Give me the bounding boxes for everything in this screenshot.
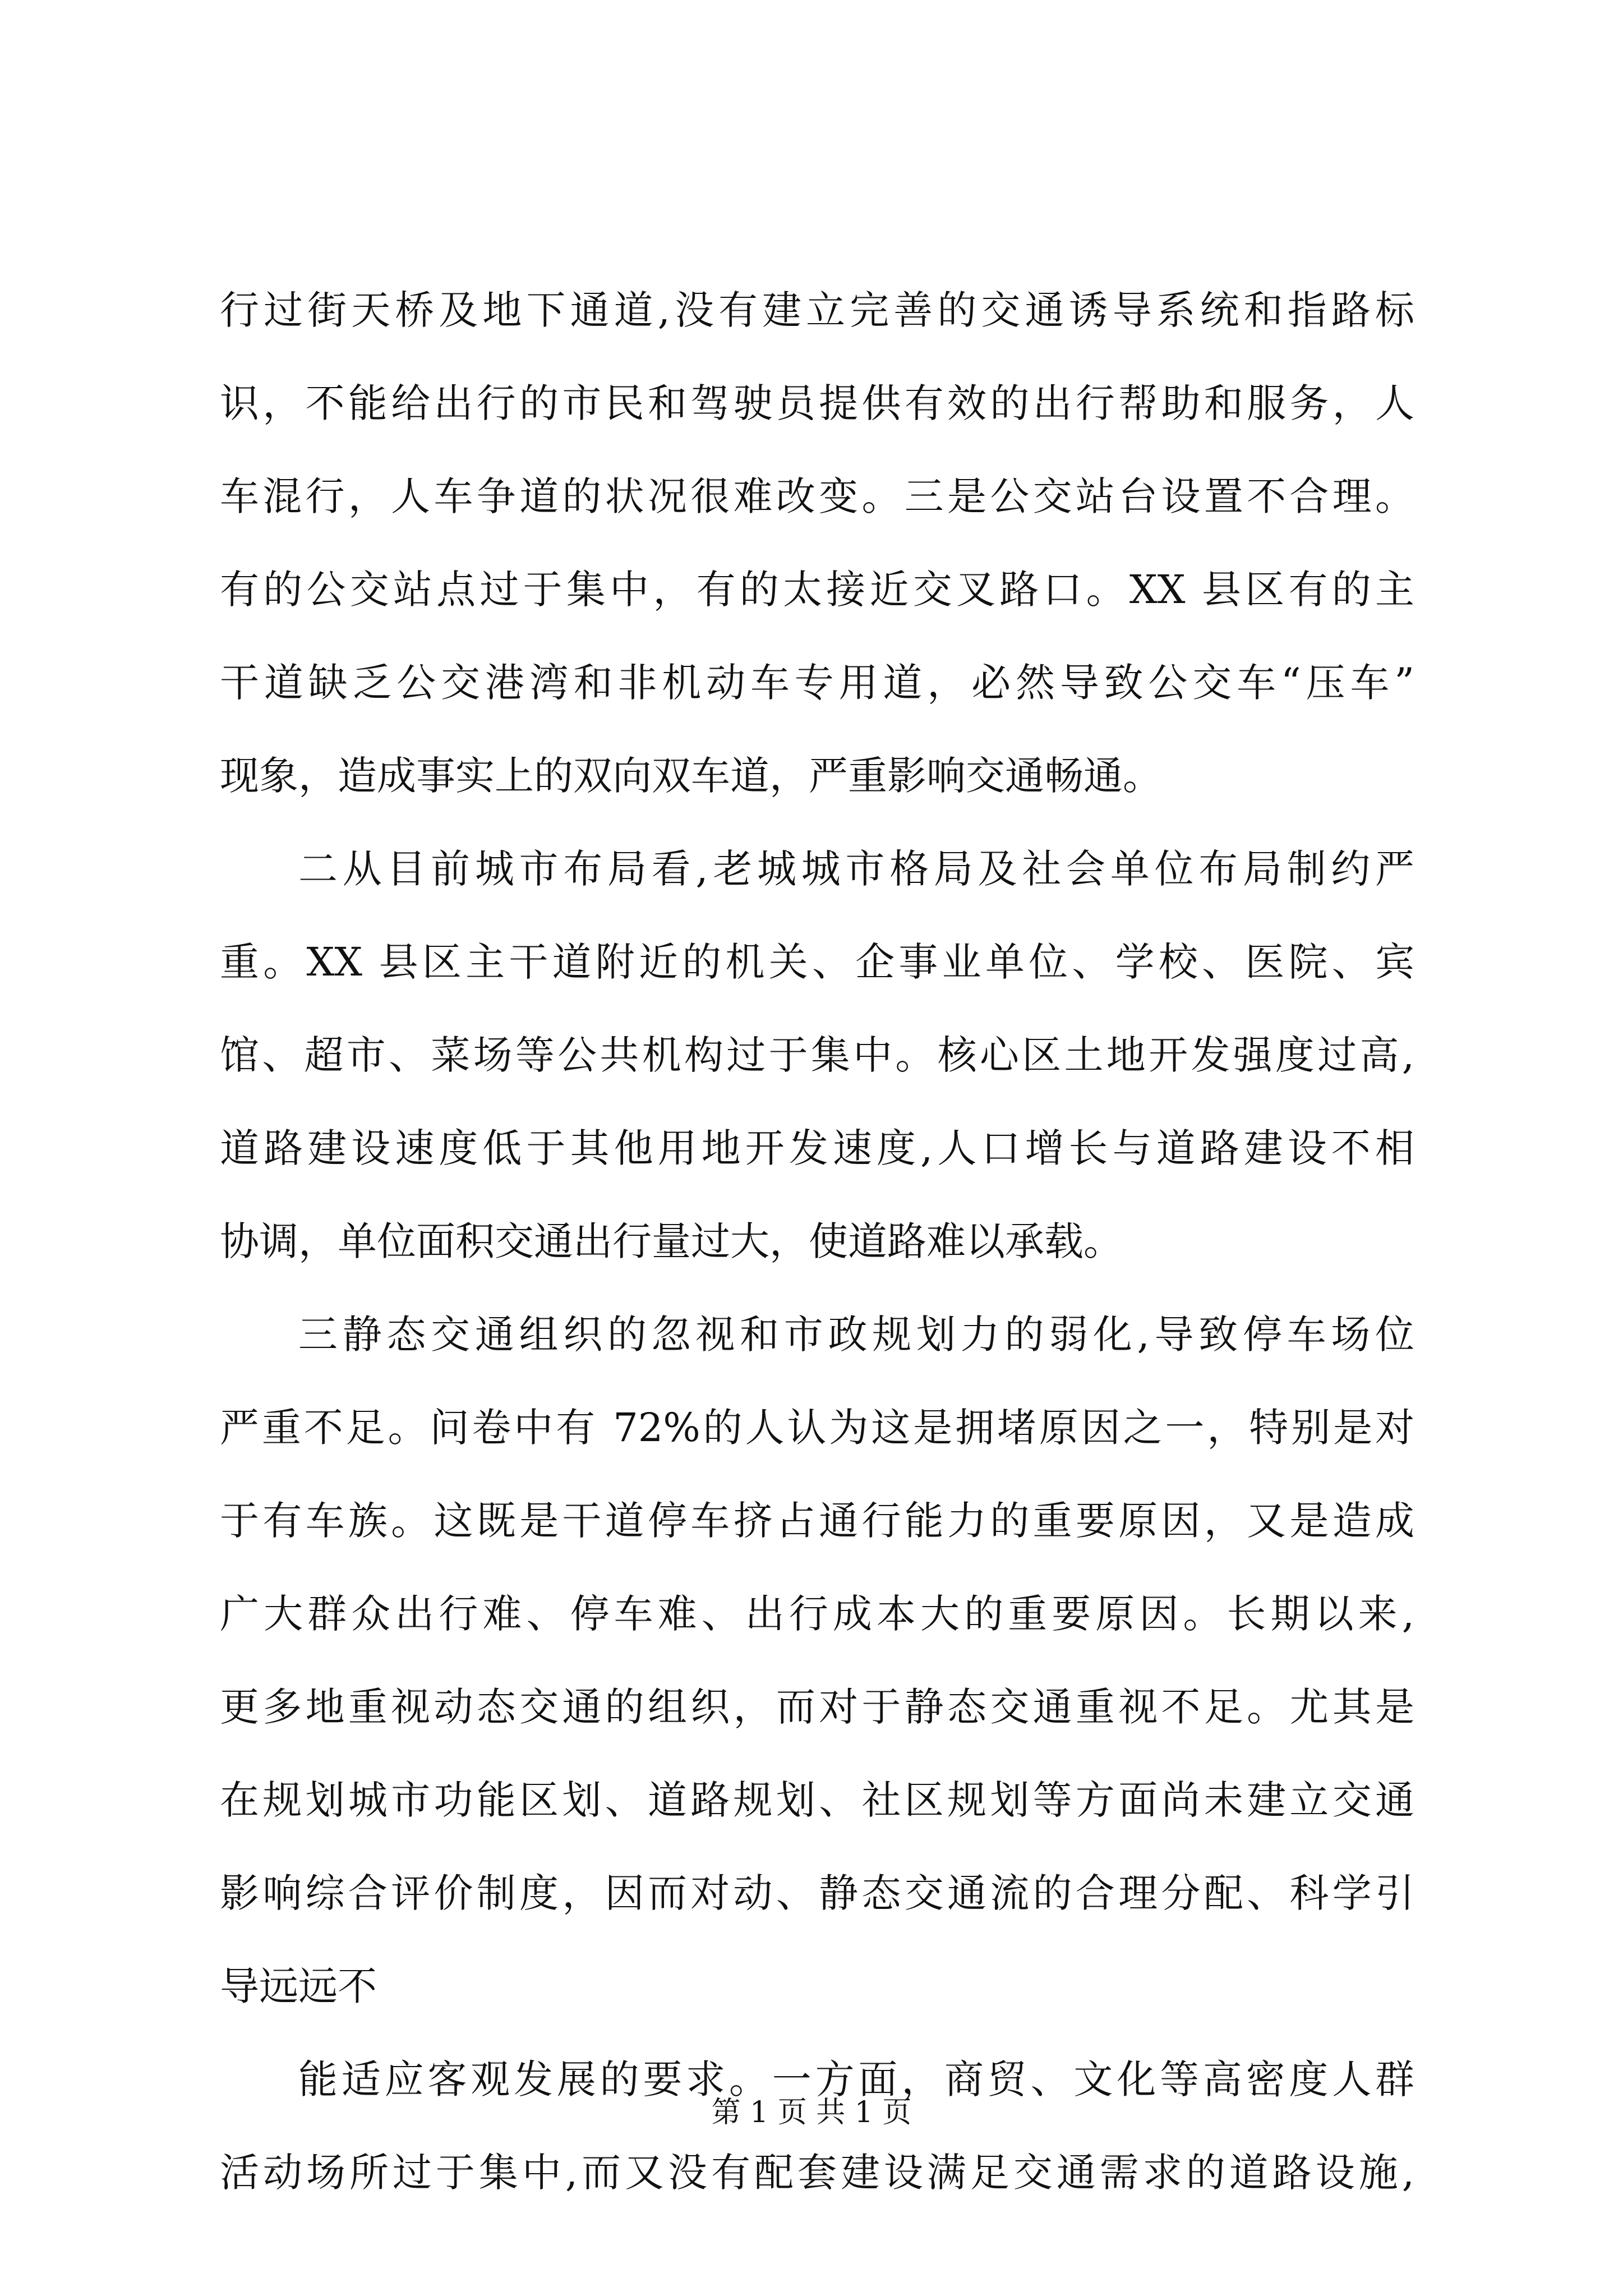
- paragraph-3: [220, 1288, 1414, 2033]
- text-line: 干道缺乏公交港湾和非机动车专用道，必然导致公交车“压车”: [220, 660, 1414, 706]
- text-line: 道路建设速度低于其他用地开发速度,人口增长与道路建设不相: [220, 1125, 1414, 1171]
- text-line: 二从目前城市布局看,老城城市格局及社会单位布局制约严: [298, 846, 1414, 892]
- text-line: 导远远不: [220, 1963, 377, 2009]
- text-line: 重。XX 县区主干道附近的机关、企事业单位、学校、医院、宾: [220, 939, 1414, 985]
- text-line: 识，不能给出行的市民和驾驶员提供有效的出行帮助和服务，人: [220, 380, 1414, 426]
- text-line: 严重不足。问卷中有 72%的人认为这是拥堵原因之一，特别是对: [220, 1405, 1414, 1451]
- text-line: 三静态交通组织的忽视和市政规划力的弱化,导致停车场位: [298, 1312, 1414, 1358]
- paragraph-2: [220, 822, 1414, 1288]
- paragraph-1: [220, 264, 1414, 822]
- text-line: 能适应客观发展的要求。一方面，商贸、文化等高密度人群: [298, 2056, 1414, 2102]
- text-line: 广大群众出行难、停车难、出行成本大的重要原因。长期以来,: [220, 1591, 1414, 1637]
- document-body: [220, 264, 1414, 2219]
- text-line: 于有车族。这既是干道停车挤占通行能力的重要原因，又是造成: [220, 1498, 1414, 1544]
- text-line: 活动场所过于集中,而又没有配套建设满足交通需求的道路设施,: [220, 2150, 1414, 2196]
- text-line: 行过街天桥及地下通道,没有建立完善的交通诱导系统和指路标: [220, 287, 1414, 333]
- text-line: 车混行，人车争道的状况很难改变。三是公交站台设置不合理。: [220, 473, 1414, 519]
- text-line: 更多地重视动态交通的组织，而对于静态交通重视不足。尤其是: [220, 1684, 1414, 1730]
- page-footer: 第 1 页 共 1 页: [711, 2096, 912, 2129]
- text-line: 在规划城市功能区划、道路规划、社区规划等方面尚未建立交通: [220, 1777, 1414, 1823]
- text-line: 现象，造成事实上的双向双车道，严重影响交通畅通。: [220, 753, 1162, 799]
- text-line: 协调，单位面积交通出行量过大，使道路难以承载。: [220, 1218, 1123, 1264]
- text-line: 影响综合评价制度，因而对动、静态交通流的合理分配、科学引: [220, 1870, 1414, 1916]
- text-line: 有的公交站点过于集中，有的太接近交叉路口。XX 县区有的主: [220, 567, 1414, 613]
- text-line: 馆、超市、菜场等公共机构过于集中。核心区土地开发强度过高,: [220, 1032, 1414, 1078]
